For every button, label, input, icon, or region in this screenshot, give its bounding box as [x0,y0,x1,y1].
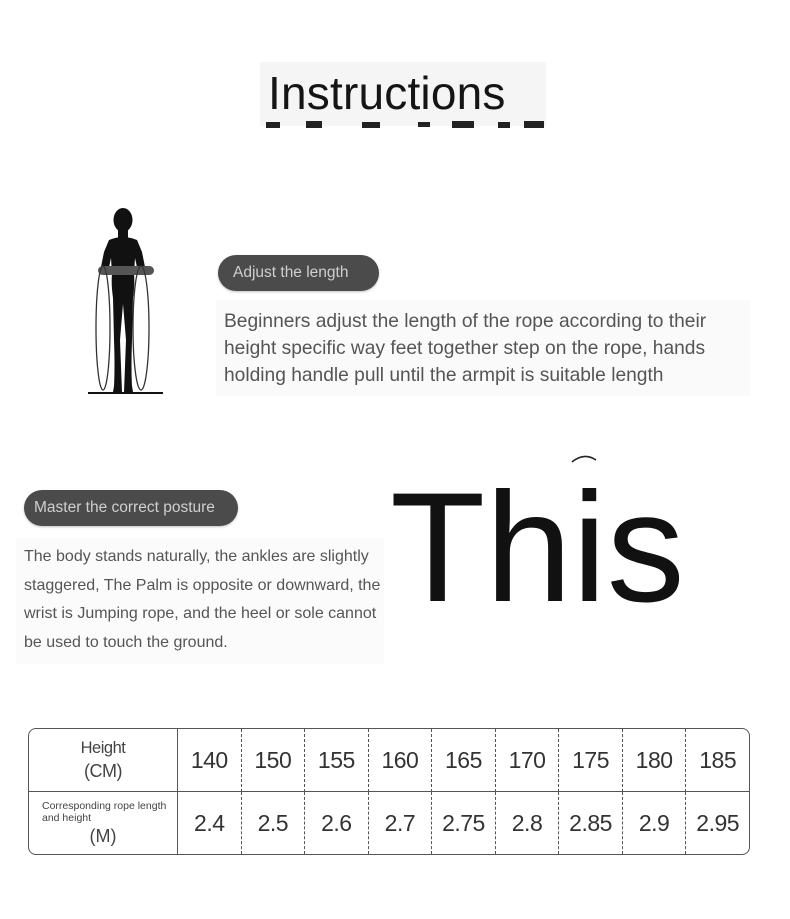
adjust-length-label: Adjust the length [218,255,379,291]
rope-length-row-header [29,792,177,854]
rope-length-cell: 2.75 [431,792,495,854]
rope-length-cell: 2.7 [368,792,432,854]
rope-length-cell: 2.95 [685,792,749,854]
height-cell: 175 [558,729,622,792]
height-cell: 185 [685,729,749,792]
height-cell: 150 [241,729,305,792]
height-cell: 165 [431,729,495,792]
rope-length-row [29,792,749,854]
rope-length-cell: 2.8 [495,792,559,854]
height-row [29,729,749,792]
posture-label: Master the correct posture [24,490,238,526]
height-cell: 160 [368,729,432,792]
posture-description: The body stands naturally, the ankles are slightly staggered, The Palm is opposite or downward, the wrist is Jumping rope, and the heel or sole cannot be used to touch the ground. [24,548,381,651]
rope-length-cell: 2.4 [177,792,241,854]
rope-length-cell: 2.6 [304,792,368,854]
rope-length-cell: 2.85 [558,792,622,854]
height-cell: 180 [622,729,686,792]
height-row-header [29,729,177,792]
rope-length-unit: (M) [89,825,117,846]
rope-length-label: Corresponding rope length and height [42,799,167,824]
height-cell: 140 [177,729,241,792]
rope-length-cell: 2.5 [241,792,305,854]
height-label: Height [80,739,126,757]
size-chart-table [28,728,750,855]
height-cell: 155 [304,729,368,792]
rope-length-cell: 2.9 [622,792,686,854]
page-title: Instructions [268,67,506,119]
adjust-length-description: Beginners adjust the length of the rope according to their height specific way feet together step on the rope, hands holding handle pull until the armpit is suitable length [224,311,707,386]
overlay-word: This [390,461,685,635]
height-cell: 170 [495,729,559,792]
height-unit: (CM) [84,761,122,781]
person-with-rope-icon [86,200,166,396]
